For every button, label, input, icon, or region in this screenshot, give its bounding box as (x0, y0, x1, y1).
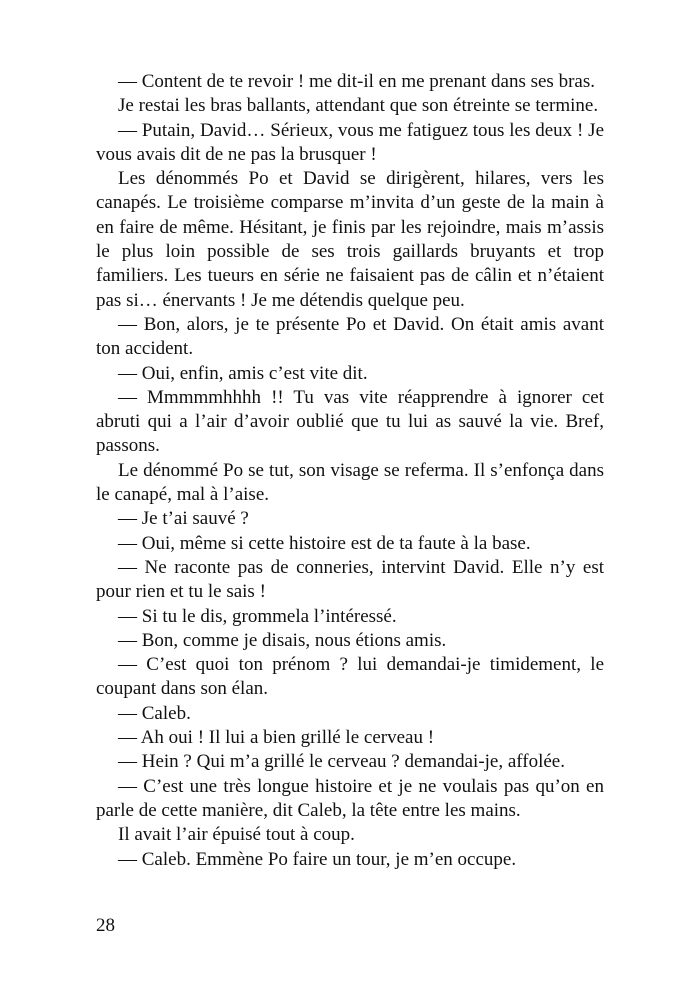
paragraph: Il avait l’air épuisé tout à coup. (118, 824, 355, 846)
paragraph: — Je t’ai sauvé ? (118, 508, 249, 530)
paragraph: — Bon, comme je disais, nous étions amis. (118, 629, 447, 651)
paragraph: — Caleb. Emmène Po faire un tour, je m’en occupe. (118, 848, 517, 870)
paragraph: Le dénommé Po se tut, son visage se referma. Il s’enfonça dans le canapé, mal à l’aise. (96, 459, 604, 506)
paragraph: — Ne raconte pas de conneries, intervint David. Elle n’y est pour rien et tu le sais ! (96, 556, 604, 603)
paragraph: — Mmmmmhhhh !! Tu vas vite réapprendre à ignorer cet abruti qui a l’air d’avoir oublié que tu lui as sauvé la vie. Bref, passons. (96, 386, 604, 457)
body-text (96, 70, 604, 872)
paragraph: — C’est quoi ton prénom ? lui demandai-je timidement, le coupant dans son élan. (96, 654, 604, 700)
paragraph: — Putain, David… Sérieux, vous me fatiguez tous les deux ! Je vous avais dit de ne pas la brusquer ! (96, 119, 604, 165)
paragraph: Je restai les bras ballants, attendant que son étreinte se termine. (118, 95, 599, 117)
paragraph: — Si tu le dis, grommela l’intéressé. (118, 605, 397, 627)
paragraph: — C’est une très longue histoire et je ne voulais pas qu’on en parle de cette manière, dit Caleb, la tête entre les mains. (96, 775, 604, 821)
paragraph: — Caleb. (118, 702, 191, 724)
paragraph: Les dénommés Po et David se dirigèrent, hilares, vers les canapés. Le troisième comparse m’invita d’un geste de la main à en faire de même. Hésitant, je finis par les rejoindre, mais m’assis le plus loin possible de ses trois gaillards bruyants et trop familiers. Les tueurs en série ne faisaient pas de câlin et n’étaient pas si… énervants ! Je me détendis quelque peu. (96, 168, 604, 311)
paragraph: — Ah oui ! Il lui a bien grillé le cerveau ! (118, 727, 435, 749)
paragraph: — Bon, alors, je te présente Po et David. On était amis avant ton accident. (96, 313, 604, 360)
page-number: 28 (96, 915, 115, 936)
paragraph: — Hein ? Qui m’a grillé le cerveau ? demandai-je, affolée. (118, 751, 565, 773)
paragraph: — Oui, enfin, amis c’est vite dit. (118, 362, 368, 384)
paragraph: — Oui, même si cette histoire est de ta faute à la base. (118, 532, 531, 554)
paragraph: — Content de te revoir ! me dit-il en me prenant dans ses bras. (118, 71, 595, 92)
